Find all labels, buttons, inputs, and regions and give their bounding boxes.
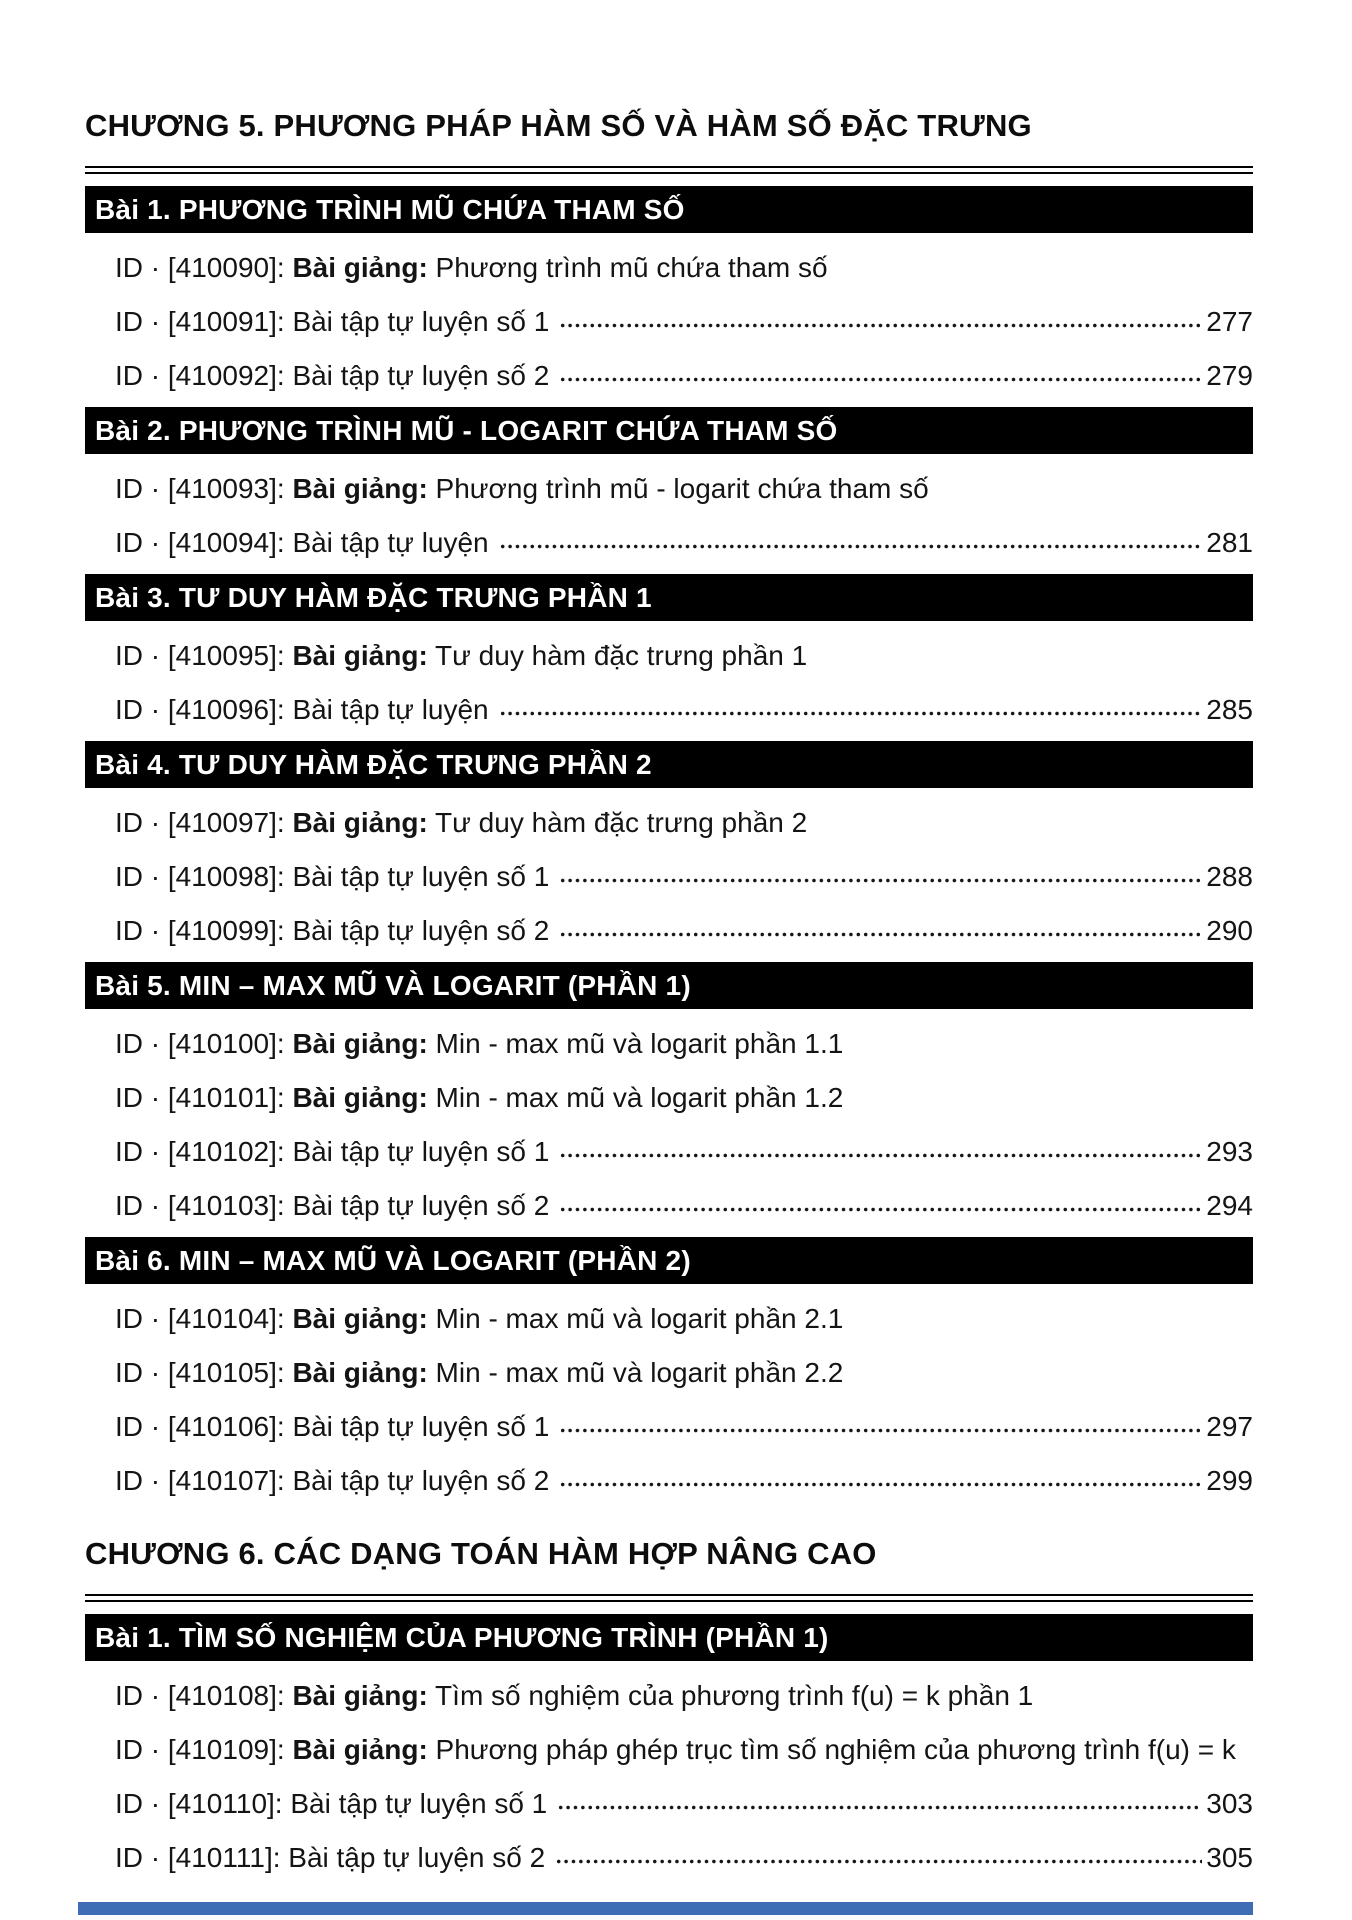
footer-accent-bar bbox=[78, 1902, 1253, 1915]
entry-title: Bài tập tự luyện bbox=[292, 694, 489, 725]
entry-title: Bài tập tự luyện số 2 bbox=[292, 360, 550, 391]
entry-text bbox=[115, 306, 549, 338]
entry-page-number: 277 bbox=[1206, 306, 1253, 337]
entry-type-label: Bài giảng: bbox=[292, 807, 428, 838]
entry-type-label: Bài giảng: bbox=[292, 473, 428, 504]
entry-text bbox=[115, 807, 807, 839]
entry-id: ID · [410091]: bbox=[115, 306, 293, 337]
entry-id: ID · [410099]: bbox=[115, 915, 293, 946]
toc-entry bbox=[85, 1775, 1253, 1829]
entry-title: Min - max mũ và logarit phần 1.2 bbox=[427, 1082, 844, 1113]
dot-leader bbox=[499, 532, 1203, 552]
entry-title: Bài tập tự luyện số 2 bbox=[292, 915, 550, 946]
entry-text bbox=[115, 252, 828, 284]
entry-id: ID · [410104]: bbox=[115, 1303, 293, 1334]
dot-leader bbox=[559, 1141, 1202, 1161]
entry-text bbox=[115, 694, 489, 726]
toc-entry bbox=[85, 902, 1253, 956]
dot-leader bbox=[557, 1793, 1202, 1813]
toc-entry bbox=[85, 1015, 1253, 1069]
entry-title: Min - max mũ và logarit phần 2.2 bbox=[427, 1357, 844, 1388]
entry-title: Bài tập tự luyện số 1 bbox=[292, 1411, 550, 1442]
entry-title: Phương trình mũ chứa tham số bbox=[427, 252, 828, 283]
entry-title: Bài tập tự luyện số 2 bbox=[292, 1190, 550, 1221]
toc-entry bbox=[85, 239, 1253, 293]
entry-page-number: 303 bbox=[1206, 1788, 1253, 1819]
entry-text bbox=[115, 640, 807, 672]
entry-title: Bài tập tự luyện số 2 bbox=[292, 1465, 550, 1496]
entry-page-number: 293 bbox=[1206, 1136, 1253, 1167]
entry-title: Tư duy hàm đặc trưng phần 2 bbox=[427, 807, 808, 838]
entry-type-label: Bài giảng: bbox=[292, 640, 428, 671]
entry-text bbox=[115, 473, 929, 505]
dot-leader bbox=[555, 1847, 1202, 1867]
entry-id: ID · [410092]: bbox=[115, 360, 293, 391]
entry-id: ID · [410107]: bbox=[115, 1465, 293, 1496]
toc-entry bbox=[85, 794, 1253, 848]
toc-entry bbox=[85, 1069, 1253, 1123]
section-title: Bài 5. MIN – MAX MŨ VÀ LOGARIT (PHẦN 1) bbox=[95, 969, 691, 1001]
entry-id: ID · [410098]: bbox=[115, 861, 293, 892]
chapter-rule bbox=[85, 1594, 1253, 1602]
section-title: Bài 2. PHƯƠNG TRÌNH MŨ - LOGARIT CHỨA THAM SỐ bbox=[95, 414, 838, 446]
entry-text bbox=[115, 1082, 843, 1114]
dot-leader bbox=[559, 866, 1202, 886]
section-header-bar bbox=[85, 1237, 1253, 1284]
entry-title: Bài tập tự luyện số 1 bbox=[292, 1136, 550, 1167]
entry-title: Bài tập tự luyện số 1 bbox=[292, 861, 550, 892]
toc-entry bbox=[85, 1829, 1253, 1883]
entry-text bbox=[115, 1028, 843, 1060]
entry-type-label: Bài giảng: bbox=[292, 1082, 428, 1113]
entry-type-label: Bài giảng: bbox=[292, 1734, 428, 1765]
chapter-5-block bbox=[85, 104, 1253, 1506]
toc-entry bbox=[85, 1290, 1253, 1344]
toc-entry bbox=[85, 1667, 1253, 1721]
entry-id: ID · [410097]: bbox=[115, 807, 293, 838]
entry-text bbox=[115, 1190, 549, 1222]
entry-text bbox=[115, 1357, 843, 1389]
toc-entry bbox=[85, 1177, 1253, 1231]
entry-id: ID · [410109]: bbox=[115, 1734, 293, 1765]
section-header-bar bbox=[85, 186, 1253, 233]
toc-entry bbox=[85, 1721, 1253, 1775]
entry-text bbox=[115, 1411, 549, 1443]
toc-entry bbox=[85, 627, 1253, 681]
dot-leader bbox=[499, 699, 1203, 719]
section-title: Bài 4. TƯ DUY HÀM ĐẶC TRƯNG PHẦN 2 bbox=[95, 748, 652, 780]
entry-id: ID · [410105]: bbox=[115, 1357, 293, 1388]
entry-title: Min - max mũ và logarit phần 2.1 bbox=[427, 1303, 844, 1334]
entry-text bbox=[115, 1465, 549, 1497]
dot-leader bbox=[559, 1195, 1202, 1215]
entry-id: ID · [410111]: bbox=[115, 1842, 289, 1873]
entry-text bbox=[115, 360, 549, 392]
chapter-rule bbox=[85, 166, 1253, 174]
section-title: Bài 1. TÌM SỐ NGHIỆM CỦA PHƯƠNG TRÌNH (PHẦN 1) bbox=[95, 1621, 829, 1653]
entry-page-number: 290 bbox=[1206, 915, 1253, 946]
section-header-bar bbox=[85, 574, 1253, 621]
entry-id: ID · [410100]: bbox=[115, 1028, 293, 1059]
dot-leader bbox=[559, 1470, 1202, 1490]
chapter-title: CHƯƠNG 6. CÁC DẠNG TOÁN HÀM HỢP NÂNG CAO bbox=[85, 1536, 877, 1571]
entry-text bbox=[115, 1136, 549, 1168]
entry-text bbox=[115, 915, 549, 947]
section-title: Bài 6. MIN – MAX MŨ VÀ LOGARIT (PHẦN 2) bbox=[95, 1244, 691, 1276]
dot-leader bbox=[559, 311, 1202, 331]
entry-text bbox=[115, 1680, 1033, 1712]
entry-page-number: 288 bbox=[1206, 861, 1253, 892]
chapter-title: CHƯƠNG 5. PHƯƠNG PHÁP HÀM SỐ VÀ HÀM SỐ ĐẶC TRƯNG bbox=[85, 108, 1032, 143]
section-header-bar bbox=[85, 741, 1253, 788]
toc-entry bbox=[85, 681, 1253, 735]
entry-text bbox=[115, 527, 489, 559]
entry-page-number: 281 bbox=[1206, 527, 1253, 558]
entry-text bbox=[115, 1303, 843, 1335]
section-title: Bài 3. TƯ DUY HÀM ĐẶC TRƯNG PHẦN 1 bbox=[95, 581, 652, 613]
toc-entry bbox=[85, 1123, 1253, 1177]
entry-id: ID · [410102]: bbox=[115, 1136, 293, 1167]
entry-title: Tư duy hàm đặc trưng phần 1 bbox=[427, 640, 808, 671]
dot-leader bbox=[559, 1416, 1202, 1436]
section-header-bar bbox=[85, 407, 1253, 454]
entry-id: ID · [410108]: bbox=[115, 1680, 293, 1711]
entry-id: ID · [410090]: bbox=[115, 252, 293, 283]
entry-id: ID · [410093]: bbox=[115, 473, 293, 504]
entry-text bbox=[115, 861, 549, 893]
entry-id: ID · [410095]: bbox=[115, 640, 293, 671]
dot-leader bbox=[559, 365, 1202, 385]
toc-entry bbox=[85, 293, 1253, 347]
entry-text bbox=[115, 1842, 545, 1874]
entry-id: ID · [410096]: bbox=[115, 694, 293, 725]
toc-entry bbox=[85, 514, 1253, 568]
section-header-bar bbox=[85, 962, 1253, 1009]
entry-title: Bài tập tự luyện bbox=[292, 527, 489, 558]
entry-page-number: 279 bbox=[1206, 360, 1253, 391]
entry-page-number: 297 bbox=[1206, 1411, 1253, 1442]
entry-title: Min - max mũ và logarit phần 1.1 bbox=[427, 1028, 844, 1059]
entry-id: ID · [410101]: bbox=[115, 1082, 293, 1113]
entry-id: ID · [410094]: bbox=[115, 527, 293, 558]
section-header-bar bbox=[85, 1614, 1253, 1661]
entry-type-label: Bài giảng: bbox=[292, 1028, 428, 1059]
entry-page-number: 294 bbox=[1206, 1190, 1253, 1221]
entry-type-label: Bài giảng: bbox=[292, 1357, 428, 1388]
chapter-6-block bbox=[85, 1532, 1253, 1883]
toc-entry bbox=[85, 1452, 1253, 1506]
entry-page-number: 285 bbox=[1206, 694, 1253, 725]
entry-type-label: Bài giảng: bbox=[292, 1303, 428, 1334]
entry-title: Tìm số nghiệm của phương trình f(u) = k phần 1 bbox=[427, 1680, 1034, 1711]
section-title: Bài 1. PHƯƠNG TRÌNH MŨ CHỨA THAM SỐ bbox=[95, 193, 685, 225]
entry-text bbox=[115, 1788, 547, 1820]
toc-entry bbox=[85, 848, 1253, 902]
entry-title: Phương trình mũ - logarit chứa tham số bbox=[427, 473, 929, 504]
entry-title: Phương pháp ghép trục tìm số nghiệm của phương trình f(u) = k bbox=[427, 1734, 1236, 1765]
toc-entry bbox=[85, 1344, 1253, 1398]
entry-title: Bài tập tự luyện số 1 bbox=[292, 306, 550, 337]
entry-type-label: Bài giảng: bbox=[292, 1680, 428, 1711]
entry-page-number: 305 bbox=[1206, 1842, 1253, 1873]
toc-entry bbox=[85, 1398, 1253, 1452]
toc-entry bbox=[85, 347, 1253, 401]
entry-text bbox=[115, 1734, 1236, 1766]
entry-type-label: Bài giảng: bbox=[292, 252, 428, 283]
entry-page-number: 299 bbox=[1206, 1465, 1253, 1496]
entry-id: ID · [410110]: bbox=[115, 1788, 291, 1819]
entry-id: ID · [410103]: bbox=[115, 1190, 293, 1221]
entry-id: ID · [410106]: bbox=[115, 1411, 293, 1442]
entry-title: Bài tập tự luyện số 2 bbox=[288, 1842, 546, 1873]
toc-entry bbox=[85, 460, 1253, 514]
dot-leader bbox=[559, 920, 1202, 940]
entry-title: Bài tập tự luyện số 1 bbox=[290, 1788, 548, 1819]
